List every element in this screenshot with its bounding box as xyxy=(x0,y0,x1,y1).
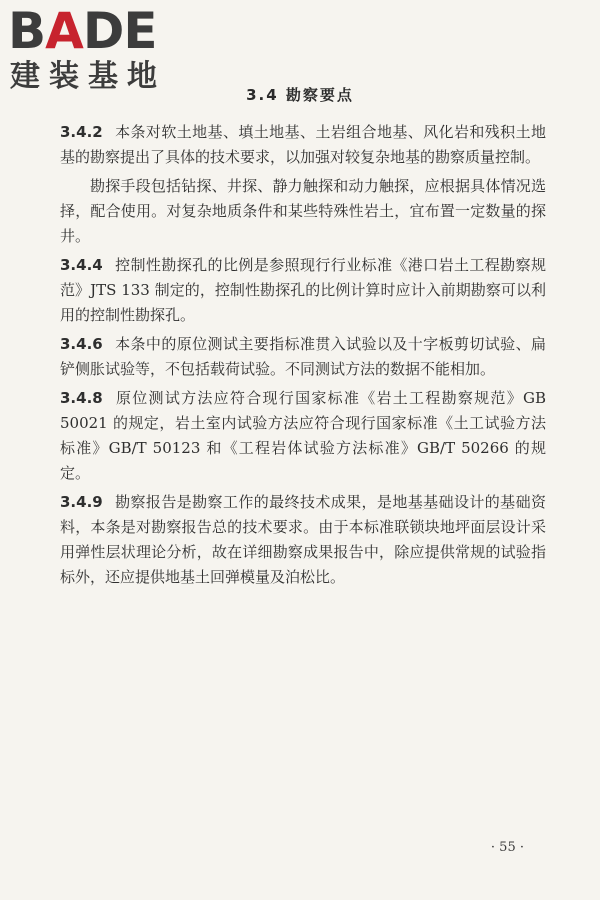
clause-number: 3.4.4 xyxy=(60,256,103,274)
watermark-latin-text xyxy=(8,4,157,58)
bade-watermark-logo xyxy=(8,4,180,96)
clause-text: 控制性勘探孔的比例是参照现行行业标准《港口岩土工程勘察规范》JTS 133 制定的，控制性勘探孔的比例计算时应计入前期勘察可以利用的控制性勘探孔。 xyxy=(60,256,546,324)
watermark-letters-de: DE xyxy=(82,2,157,60)
clause-paragraph xyxy=(60,490,546,590)
watermark-letter-b: B xyxy=(8,2,46,60)
clause-number: 3.4.9 xyxy=(60,493,103,511)
clause-text: 勘探手段包括钻探、井探、静力触探和动力触探，应根据具体情况选择，配合使用。对复杂地质条件和某些特殊性岩土，宜布置一定数量的探井。 xyxy=(60,177,546,245)
clause-number: 3.4.2 xyxy=(60,123,103,141)
clause-paragraph xyxy=(60,332,546,382)
page-number: · 55 · xyxy=(490,840,524,855)
clause-text: 勘察报告是勘察工作的最终技术成果，是地基基础设计的基础资料，本条是对勘察报告总的技术要求。由于本标准联锁块地坪面层设计采用弹性层状理论分析，故在详细勘察成果报告中，除应提供常规的试验指标外，还应提供地基土回弹模量及泊松比。 xyxy=(60,493,546,586)
section-title: 3.4 勘察要点 xyxy=(246,86,354,104)
clause-paragraph xyxy=(60,386,546,486)
clause-paragraph xyxy=(60,174,546,249)
watermark-cjk-text: 建装基地 xyxy=(10,59,166,94)
clause-number: 3.4.6 xyxy=(60,335,103,353)
clause-paragraph xyxy=(60,120,546,170)
clause-text: 原位测试方法应符合现行国家标准《岩土工程勘察规范》GB 50021 的规定，岩土室内试验方法应符合现行国家标准《土工试验方法标准》GB/T 50123 和《工程岩体试验方法标准》GB/T 50266 的规定。 xyxy=(60,389,546,482)
clause-number: 3.4.8 xyxy=(60,389,103,407)
document-body xyxy=(60,120,546,594)
clause-paragraph xyxy=(60,253,546,328)
clause-text: 本条对软土地基、填土地基、土岩组合地基、风化岩和残积土地基的勘察提出了具体的技术要求，以加强对较复杂地基的勘察质量控制。 xyxy=(60,123,546,166)
watermark-letter-a: A xyxy=(45,2,83,60)
clause-text: 本条中的原位测试主要指标准贯入试验以及十字板剪切试验、扁铲侧胀试验等，不包括载荷试验。不同测试方法的数据不能相加。 xyxy=(60,335,546,378)
